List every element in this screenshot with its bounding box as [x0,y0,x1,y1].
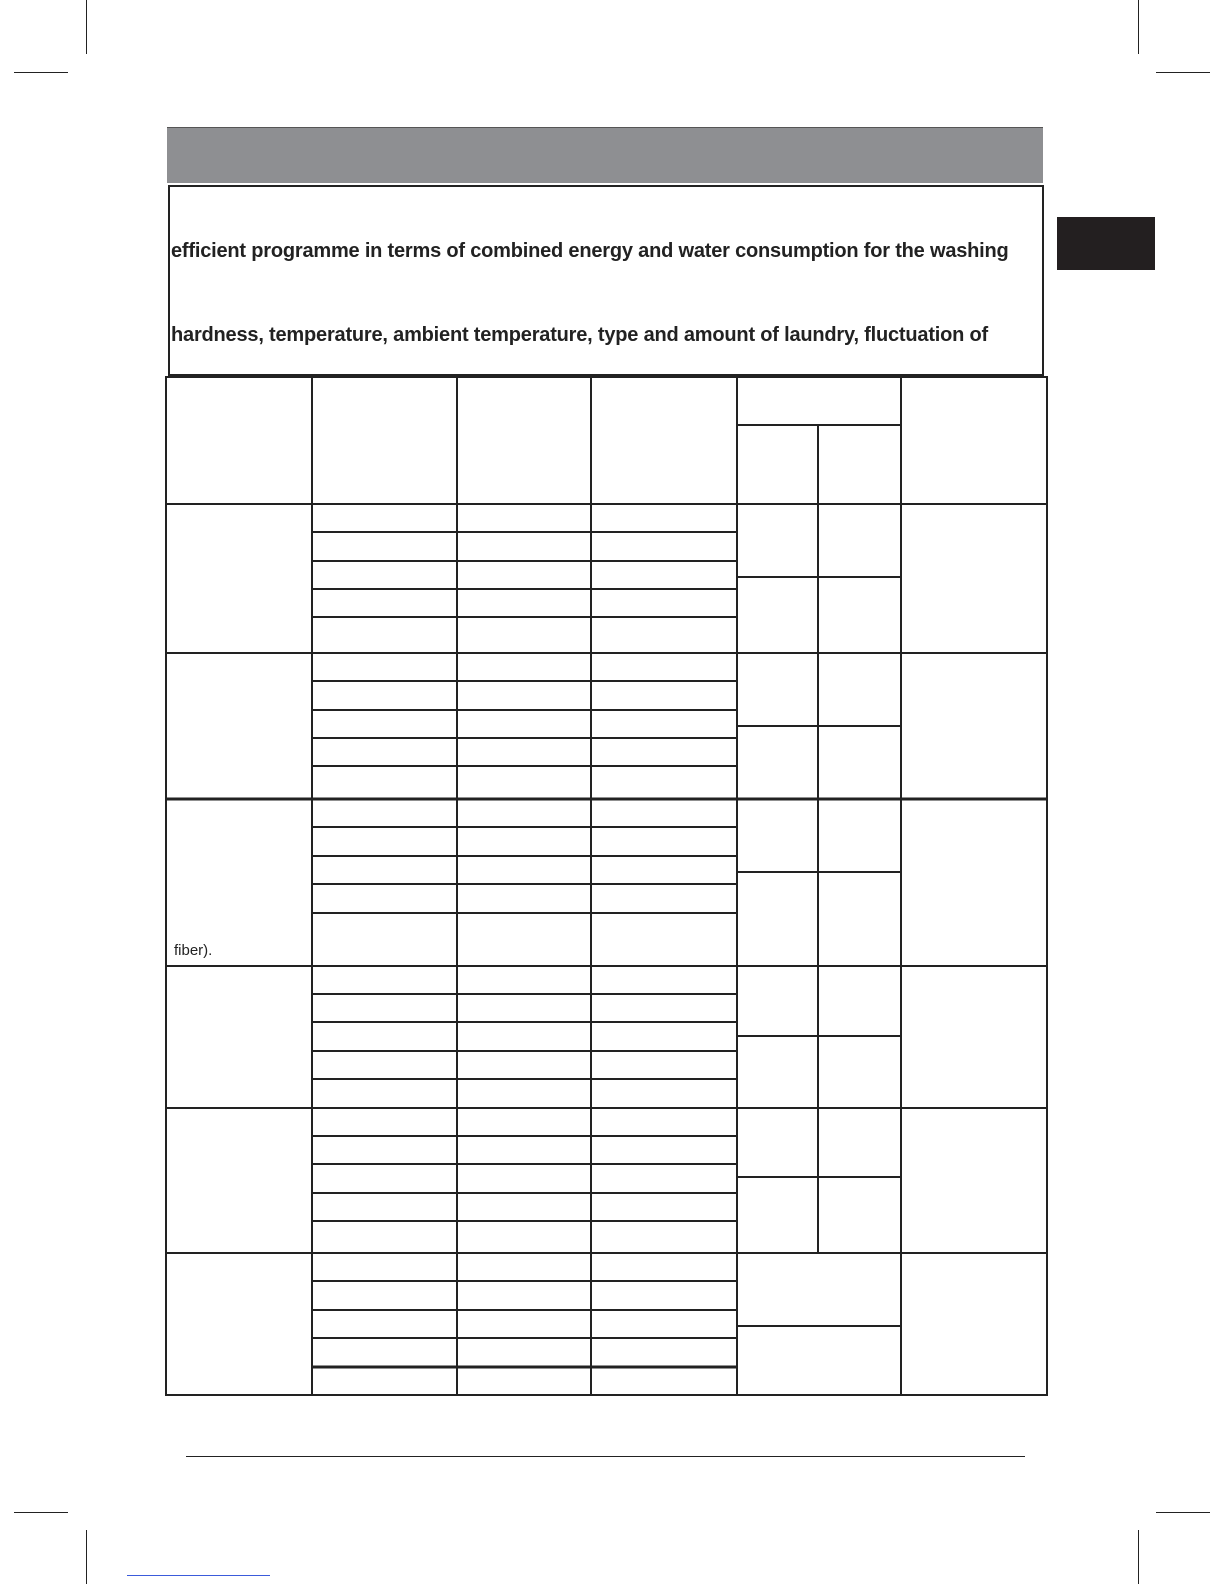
notice-line-2: hardness, temperature, ambient temperature, type and amount of laundry, fluctuation of [171,324,988,346]
table-frame [166,377,1047,1395]
table-lines [166,377,1047,1395]
footer-rule [186,1456,1025,1457]
row-lines [312,532,737,1367]
notice-line-1: efficient programme in terms of combined energy and water consumption for the washing [171,240,1009,262]
footer-link-underline[interactable] [127,1575,270,1576]
fiber-note: fiber). [174,942,213,959]
